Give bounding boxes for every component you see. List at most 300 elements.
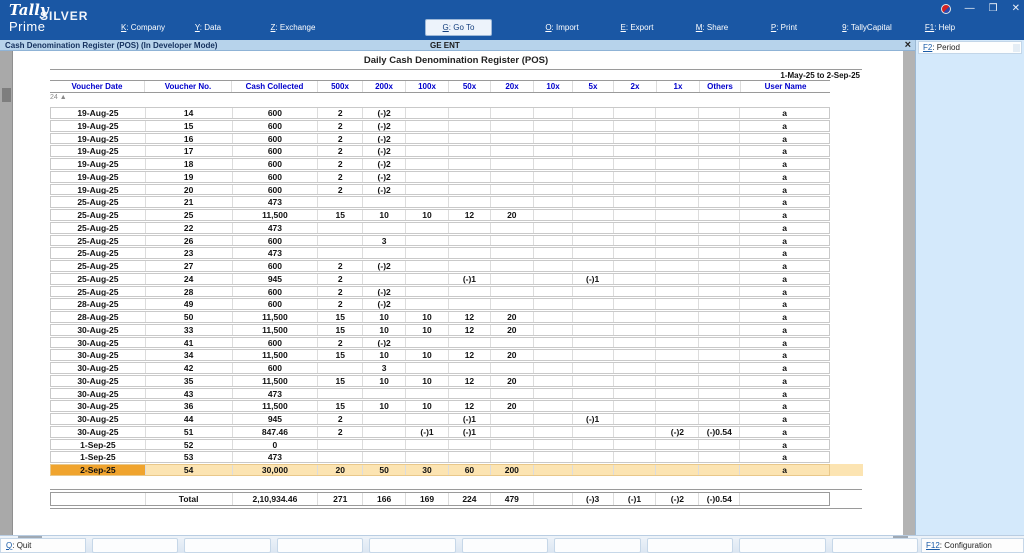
cell [614,299,657,309]
cell [449,261,491,271]
cell: (-)2 [363,172,406,182]
cell [656,236,699,246]
cell [699,350,740,360]
cell [573,376,614,386]
cell [573,440,614,450]
cell: 1-Sep-25 [51,452,146,462]
cell: 28-Aug-25 [51,299,146,309]
cell [614,389,657,399]
menu-item-import[interactable]: O: Import [545,23,579,32]
cell [656,274,699,284]
cell: 2 [318,287,363,297]
cell [406,108,449,118]
cell: 10 [406,350,449,360]
cell [614,376,657,386]
cell: 18 [146,159,233,169]
cell [318,248,363,258]
total-cell [740,493,829,505]
cell [699,248,740,258]
cell [449,440,491,450]
table-row[interactable] [50,260,830,272]
cell: 600 [233,299,319,309]
cell: 600 [233,338,319,348]
table-row[interactable] [50,120,830,132]
cell: 10 [363,401,406,411]
cell: 28-Aug-25 [51,312,146,322]
cell: 847.46 [233,427,319,437]
cell [614,121,657,131]
cell [406,236,449,246]
cell [573,146,614,156]
cell: 2 [318,338,363,348]
cell: (-)2 [363,287,406,297]
column-header: Voucher No. [145,81,232,92]
table-row[interactable] [50,439,830,451]
toolbar-segment [462,538,548,553]
table-row[interactable] [50,235,830,247]
table-row[interactable] [50,222,830,234]
cell [656,376,699,386]
cell [573,350,614,360]
cell: a [782,235,787,246]
cell [656,121,699,131]
cell: 2-Sep-25 [51,465,146,475]
cell: 945 [233,274,319,284]
right-button-panel [915,40,1024,535]
edition-label: SILVER [40,9,89,23]
cell [573,325,614,335]
cell: 30,000 [233,465,319,475]
cell [614,210,657,220]
cell: 30-Aug-25 [51,376,146,386]
cell [573,261,614,271]
cell: 2 [318,427,363,437]
table-row[interactable] [50,362,830,374]
cell [656,172,699,182]
cell: 10 [363,350,406,360]
cell: 30-Aug-25 [51,363,146,373]
cell: 52 [146,440,233,450]
cell: 20 [491,401,534,411]
vertical-divider [903,51,915,535]
cell: a [782,197,787,207]
table-row[interactable] [50,286,830,298]
cell: 21 [146,197,233,207]
cell [491,427,534,437]
cell: 25-Aug-25 [51,197,146,207]
table-row[interactable] [50,171,830,183]
cell [534,299,573,309]
cell [614,261,657,271]
total-cell [51,493,146,505]
cell: 10 [406,376,449,386]
cell: 12 [449,350,491,360]
cell [406,261,449,271]
cell: (-)1 [573,274,614,284]
cell: 25-Aug-25 [51,248,146,258]
cell [699,338,740,348]
cell [699,401,740,411]
cell: 27 [146,261,233,271]
top-menu-bar [0,0,1024,40]
cell: a [782,401,787,411]
cell: 15 [318,312,363,322]
cell: 12 [449,312,491,322]
cell [491,452,534,462]
cell: a [782,159,787,169]
cell: 20 [491,210,534,220]
cell [699,121,740,131]
cell: 43 [146,389,233,399]
cell [318,197,363,207]
cell [406,363,449,373]
cell [699,440,740,450]
cell [534,146,573,156]
column-header: 500x [318,81,363,92]
menu-item-company[interactable]: K: Company [120,23,166,32]
cell [656,401,699,411]
window-controls [941,4,1020,14]
menu-item-tallycapital[interactable]: 9: TallyCapital [842,23,892,32]
cell [656,185,699,195]
cell: 473 [233,197,319,207]
cell [699,146,740,156]
cell [449,121,491,131]
cell: 20 [491,350,534,360]
period-button[interactable]: F2: Period [918,41,1022,54]
cell [534,325,573,335]
cell [614,312,657,322]
cell: (-)1 [406,427,449,437]
cell [363,440,406,450]
cell [491,223,534,233]
cell [534,223,573,233]
cell: a [782,439,787,450]
report-close-icon[interactable]: × [904,39,911,51]
cell: 15 [318,210,363,220]
close-icon[interactable]: ✕ [1011,3,1020,14]
cell [534,452,573,462]
cell [318,223,363,233]
cell [614,401,657,411]
cell [656,261,699,271]
table-header-row [50,80,830,93]
cell [656,465,699,475]
cell [656,287,699,297]
cell [614,287,657,297]
cell [534,159,573,169]
cell [449,452,491,462]
cell [318,389,363,399]
tally-prime-label: Prime [9,19,46,34]
cell [573,363,614,373]
cell [573,452,614,462]
cell [534,172,573,182]
cell: 10 [363,312,406,322]
cell: 30-Aug-25 [51,350,146,360]
cell [699,108,740,118]
cell [699,197,740,207]
cell [534,312,573,322]
cell [491,299,534,309]
total-cell: (-)3 [573,493,614,505]
table-row[interactable] [50,209,830,221]
cell [491,108,534,118]
cell: a [782,120,787,131]
toolbar-segment [739,538,825,553]
total-cell: Total [146,493,233,505]
cell: a [782,324,787,335]
cell: (-)2 [363,261,406,271]
cell: 12 [449,401,491,411]
cell: 11,500 [233,350,319,360]
cell [534,465,573,475]
toolbar-segment [184,538,270,553]
cell [491,261,534,271]
notification-icon[interactable] [941,4,951,14]
table-row[interactable] [50,349,830,361]
menu-item-print[interactable]: P: Print [770,23,798,32]
cell [318,363,363,373]
cell [449,185,491,195]
cell [534,108,573,118]
cell [406,299,449,309]
cell: 473 [233,452,319,462]
cell [573,287,614,297]
table-row[interactable] [50,413,830,425]
quit-button[interactable]: Q: Quit [0,538,86,553]
cell: 200 [491,465,534,475]
cell [573,159,614,169]
table-row[interactable] [50,273,830,285]
table-row[interactable] [50,196,830,208]
table-row[interactable] [50,298,830,310]
report-window-title: Cash Denomination Register (POS) (In Developer Mode) [5,41,218,50]
cell [406,452,449,462]
cell: 42 [146,363,233,373]
cell [699,185,740,195]
table-row-selected[interactable] [50,464,830,476]
total-cell: 479 [491,493,534,505]
cell [363,197,406,207]
cell: 11,500 [233,312,319,322]
cell [614,427,657,437]
cell: 34 [146,350,233,360]
cell: 10 [406,401,449,411]
cell [614,452,657,462]
menu-item-export[interactable]: E: Export [620,23,654,32]
cell [534,427,573,437]
menu-item-exchange[interactable]: Z: Exchange [270,23,316,32]
cell: (-)2 [363,146,406,156]
table-row[interactable] [50,145,830,157]
total-cell: 224 [449,493,491,505]
cell: (-)1 [449,414,491,424]
table-row[interactable] [50,388,830,400]
cell: (-)2 [363,299,406,309]
cell [699,261,740,271]
total-cell: (-)2 [656,493,699,505]
goto-button[interactable]: G: Go To [425,19,492,36]
column-header: 1x [657,81,700,92]
left-scrollbar[interactable] [0,51,13,535]
cell [491,121,534,131]
table-row[interactable] [50,451,830,463]
cell [534,350,573,360]
cell: (-)2 [363,108,406,118]
cell [534,440,573,450]
cell: 30-Aug-25 [51,427,146,437]
total-row [50,492,830,506]
cell [491,159,534,169]
cell [699,236,740,246]
menu-item-help[interactable]: F1: Help [924,23,956,32]
cell [363,427,406,437]
cell: 19-Aug-25 [51,134,146,144]
table-row[interactable] [50,324,830,336]
cell [406,287,449,297]
cell [656,452,699,462]
cell [449,134,491,144]
cell [491,236,534,246]
table-row[interactable] [50,184,830,196]
table-row[interactable] [50,107,830,119]
cell [534,185,573,195]
cell: 33 [146,325,233,335]
cell [449,299,491,309]
cell: 25-Aug-25 [51,210,146,220]
cell: 1-Sep-25 [51,440,146,450]
cell: 2 [318,121,363,131]
cell: 17 [146,146,233,156]
total-cell: 271 [318,493,363,505]
cell [573,338,614,348]
cell: 10 [363,325,406,335]
cell [449,236,491,246]
total-cell: 166 [363,493,406,505]
cell: 25 [146,210,233,220]
cell: 12 [449,210,491,220]
cell [699,274,740,284]
cell [573,389,614,399]
table-row[interactable] [50,400,830,412]
table-row[interactable] [50,337,830,349]
cell: a [782,184,787,195]
cell [656,210,699,220]
cell: 2 [318,414,363,424]
minimize-icon[interactable]: — [964,3,975,14]
cell [406,121,449,131]
cell [491,287,534,297]
left-scrollbar-thumb[interactable] [2,88,11,102]
cell: 20 [146,185,233,195]
total-bottom-rule [50,506,862,509]
cell: 30-Aug-25 [51,325,146,335]
cell: (-)1 [449,274,491,284]
cell [491,197,534,207]
cell [406,440,449,450]
cell [406,197,449,207]
cell: a [782,452,787,462]
cell [406,248,449,258]
cell [573,172,614,182]
column-header: 2x [614,81,657,92]
table-row[interactable] [50,158,830,170]
table-row[interactable] [50,426,830,438]
cell [573,210,614,220]
cell [534,134,573,144]
cell: 49 [146,299,233,309]
cell: 20 [318,465,363,475]
table-row[interactable] [50,311,830,323]
cell: 600 [233,146,319,156]
cell: a [782,108,787,118]
cell [656,248,699,258]
cell: 19-Aug-25 [51,146,146,156]
cell [534,338,573,348]
column-header: User Name [764,82,807,91]
cell [614,440,657,450]
cell [699,312,740,322]
cell [534,121,573,131]
cell: 10 [406,325,449,335]
cell [449,108,491,118]
cell [656,108,699,118]
restore-icon[interactable]: ❒ [988,3,998,14]
cell: a [782,273,787,284]
cell: 53 [146,452,233,462]
cell [573,197,614,207]
cell: 20 [491,325,534,335]
table-row[interactable] [50,133,830,145]
report-period: 1-May-25 to 2-Sep-25 [780,71,860,80]
cell [449,287,491,297]
column-header: Cash Collected [232,81,318,92]
cell: 30-Aug-25 [51,401,146,411]
cell [573,121,614,131]
cell [491,248,534,258]
cell: (-)1 [449,427,491,437]
cell [406,146,449,156]
cell [534,287,573,297]
menu-item-data[interactable]: Y: Data [194,23,222,32]
toolbar-segment [647,538,733,553]
cell [699,465,740,475]
cell: 19-Aug-25 [51,159,146,169]
cell [449,159,491,169]
cell: 3 [363,363,406,373]
company-name: GE ENT [430,41,460,50]
total-section [50,489,862,509]
cell: (-)2 [656,427,699,437]
column-header: Others [700,81,741,92]
cell: a [782,388,787,399]
configuration-button[interactable]: F12: Configuration [921,538,1024,553]
cell: 12 [449,325,491,335]
cell: 2 [318,261,363,271]
table-row[interactable] [50,247,830,259]
cell [699,376,740,386]
cell [318,452,363,462]
table-row[interactable] [50,375,830,387]
cell [406,338,449,348]
cell: a [782,261,787,271]
menu-item-share[interactable]: M: Share [695,23,729,32]
cell [449,197,491,207]
cell [573,134,614,144]
cell [656,389,699,399]
cell: a [782,337,787,348]
